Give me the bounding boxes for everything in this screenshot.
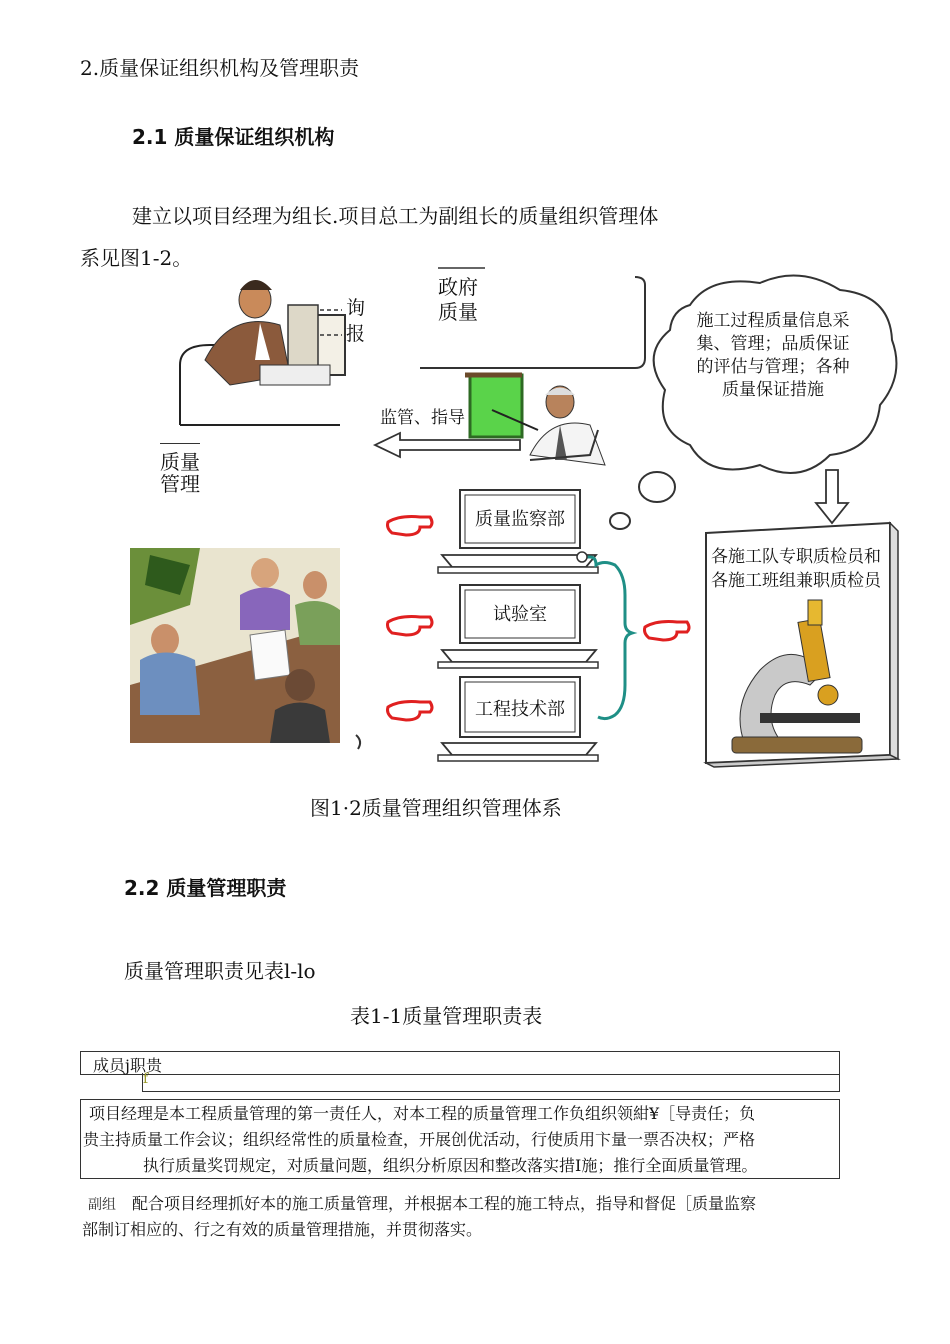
table-header-row <box>80 1051 840 1075</box>
department-monitor-2 <box>438 585 598 668</box>
teacher-illustration <box>465 375 605 465</box>
row2-line1: 配合项目经理抓好本的施工质量管理，并根据本工程的施工特点，指导和督促［质量监察 <box>132 1194 757 1213</box>
paragraph-line-1: 建立以项目经理为组长.项目总工为副组长的质量组织管理体 <box>132 204 659 228</box>
quality-mgmt-label-line2: 管理 <box>160 472 200 496</box>
section-title: 2.质量保证组织机构及管理职责 <box>80 56 360 80</box>
grouping-bracket <box>577 552 632 719</box>
left-fragment-2: 报 <box>346 323 366 345</box>
department-monitor-1 <box>438 490 598 573</box>
office-worker-illustration <box>180 280 345 425</box>
dept-quality-supervision: 质量监察部 <box>475 509 565 530</box>
paragraph-line-2: 系见图1-2。 <box>80 246 193 270</box>
table-caption: 表1-1质量管理职责表 <box>350 1004 543 1028</box>
subsection-title-2-2: 2.2 质量管理职责 <box>124 876 287 900</box>
row1-line1: 项目经理是本工程质量管理的第一责任人，对本工程的质量管理工作负组织领紺¥［导责任；负 <box>89 1104 756 1123</box>
inspector-text: 各施工队专职质检员和各施工班组兼职质检员 <box>711 547 881 591</box>
table-header-mark: f <box>143 1071 149 1087</box>
government-label-line2: 质量 <box>438 300 478 324</box>
table-header-text: 成员j职贵 <box>93 1056 162 1075</box>
pointing-hand-3 <box>388 702 433 720</box>
org-diagram <box>120 265 910 775</box>
paragraph-duties-ref: 质量管理职责见表l-lo <box>124 959 316 983</box>
pointing-hand-1 <box>388 517 433 535</box>
quality-mgmt-label-line1: 质量 <box>160 443 200 475</box>
government-label-line1: 政府 <box>438 275 478 299</box>
pointing-hand-4 <box>645 622 690 640</box>
table-row-deputy <box>80 1190 838 1242</box>
left-fragment-1: 询 <box>346 297 366 319</box>
pointing-hand-2 <box>388 617 433 635</box>
table-subheader-row <box>142 1073 840 1092</box>
subsection-title-2-1: 2.1 质量保证组织机构 <box>132 125 335 149</box>
dept-laboratory: 试验室 <box>493 604 547 625</box>
meeting-illustration <box>130 548 340 743</box>
supervise-guide-label: 监管、指导 <box>380 408 465 428</box>
row2-line2: 部制订相应的、行之有效的质量管理措施，并贯彻落实。 <box>82 1220 483 1239</box>
cloud-text: 施工过程质量信息采集、管理；品质保证的评估与管理；各种质量保证措施 <box>696 311 850 400</box>
row2-label: 副组 <box>88 1197 116 1213</box>
row1-line3: 执行质量奖罚规定，对质量问题，组织分析原因和整改落实措Ⅰ施；推行全面质量管理。 <box>143 1156 758 1175</box>
figure-caption: 图1·2质量管理组织管理体系 <box>310 796 562 820</box>
row1-line2: 贵主持质量工作会议；组织经常性的质量检查，开展创优活动，行使质用卞量一票否决权；严格 <box>83 1130 756 1149</box>
table-row-project-manager <box>80 1099 840 1179</box>
dept-engineering-tech: 工程技术部 <box>475 699 565 720</box>
